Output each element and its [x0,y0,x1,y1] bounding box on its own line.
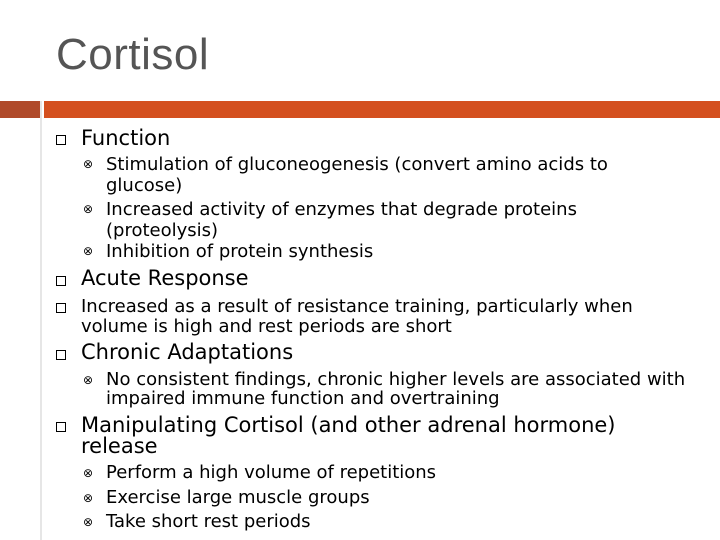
circled-cross-bullet-icon: ⊗ [82,466,94,480]
square-bullet-icon [56,422,66,432]
sub-bullet: No consistent findings, chronic higher levels are associated with impaired immune function and overtraining [106,369,686,409]
bullet-text: Increased as a result of resistance training, particularly when volume is high and rest periods are short [81,296,633,337]
circled-cross-bullet-icon: ⊗ [82,491,94,505]
bullet-heading: Acute Response [81,266,249,290]
square-bullet-icon [56,350,66,360]
square-bullet-icon [56,303,66,313]
bullet-heading: Function [81,126,171,150]
slide-title: Cortisol [56,30,210,79]
sub-bullet: Increased activity of enzymes that degrade proteins (proteolysis) [106,199,577,241]
sub-bullet: Exercise large muscle groups [106,487,370,508]
sub-bullet: Take short rest periods [106,511,311,532]
circled-cross-bullet-icon: ⊗ [82,515,94,529]
sub-bullet: Inhibition of protein synthesis [106,241,374,262]
sub-bullet: Perform a high volume of repetitions [106,462,437,483]
sub-bullet: Stimulation of gluconeogenesis (convert amino acids to glucose) [106,154,608,196]
square-bullet-icon [56,135,66,145]
circled-cross-bullet-icon: ⊗ [82,157,94,171]
bullet-heading: Manipulating Cortisol (and other adrenal hormone) release [81,413,616,458]
square-bullet-icon [56,276,66,286]
bullet-heading: Chronic Adaptations [81,340,294,364]
circled-cross-bullet-icon: ⊗ [82,244,94,258]
circled-cross-bullet-icon: ⊗ [82,373,94,387]
circled-cross-bullet-icon: ⊗ [82,202,94,216]
